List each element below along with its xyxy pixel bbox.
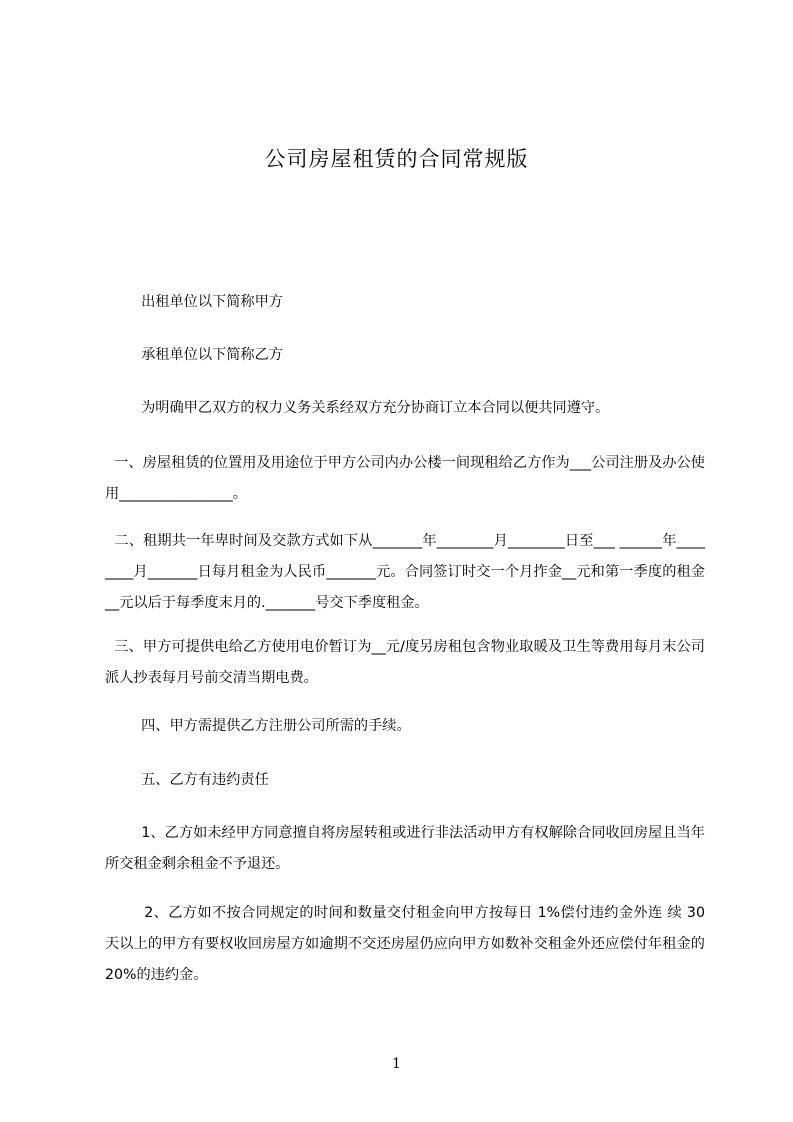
clause-5-item-1: 1、乙方如未经甲方同意擅自将房屋转租或进行非法活动甲方有权解除合同收回房屋且当年所交租金剩余租金不予退还。 (105, 825, 705, 872)
document-title: 公司房屋租赁的合同常规版 (264, 147, 529, 171)
clause-4-registration: 四、甲方需提供乙方注册公司所需的手续。 (105, 718, 411, 734)
clause-5-item-2: 2、乙方如不按合同规定的时间和数量交付租金向甲方按每日 1%偿付违约金外连 续 30 天以上的甲方有要权收回房屋方如逾期不交还房屋仍应向甲方如数补交租金外还应偿付年租金的 20%的违约金。 (105, 905, 710, 983)
clause-1-location: 一、房屋租赁的位置用及用途位于甲方公司内办公楼一间现租给乙方作为___公司注册及办公使用________________。 (105, 455, 705, 502)
paragraph-lessee: 承租单位以下简称乙方 (105, 347, 283, 363)
clause-5-breach: 五、乙方有违约责任 (105, 772, 269, 788)
clause-3-electricity: 三、甲方可提供电给乙方使用电价暂订为__元/度另房租包含物业取暖及卫生等费用每月末公司派人抄表每月号前交清当期电费。 (105, 639, 705, 686)
paragraph-lessor: 出租单位以下简称甲方 (105, 294, 283, 310)
page-number: 1 (392, 1056, 401, 1072)
paragraph-purpose: 为明确甲乙双方的权力义务关系经双方充分协商订立本合同以便共同遵守。 (105, 400, 610, 416)
clause-2-term-payment: 二、租期共一年卑时间及交款方式如下从_______年________月________日至___ ______年________月_______日每月租金为人民币_______元。合同签订时交一个月拃金__元和第一季度的租金__元以后于每季度末月的._______号交下季度租金。 (105, 533, 705, 611)
